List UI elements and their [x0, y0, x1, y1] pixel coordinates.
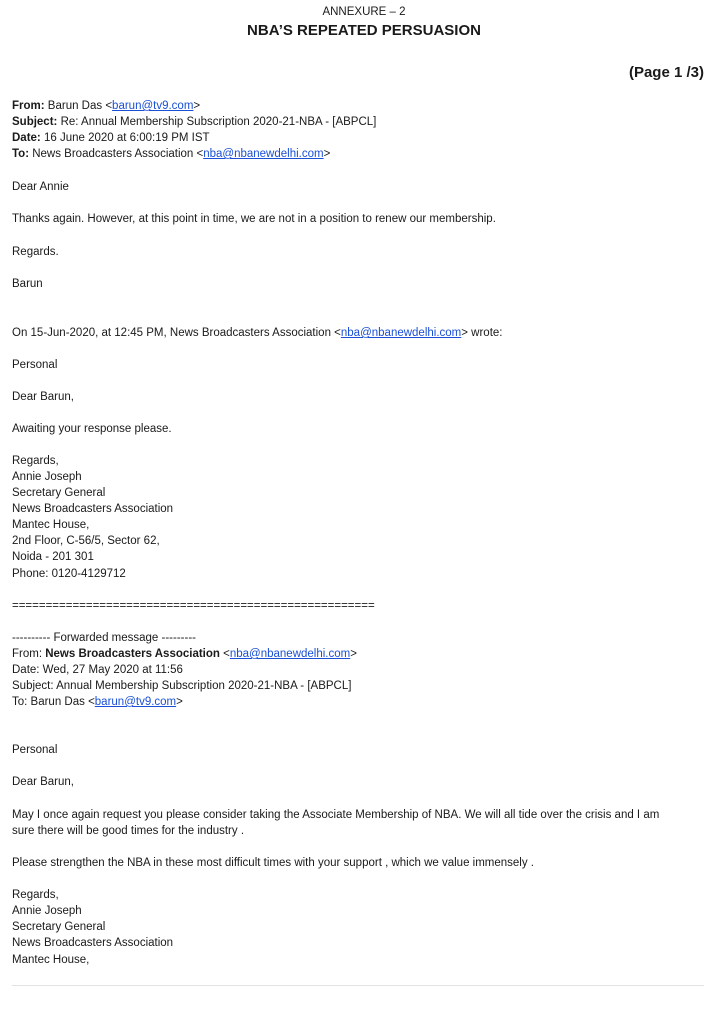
email-greeting: Dear Annie: [12, 181, 69, 193]
from-name: Barun Das <: [47, 100, 113, 112]
date-value: 16 June 2020 at 6:00:19 PM IST: [43, 132, 210, 144]
to-label: To:: [12, 148, 30, 160]
from-close: >: [193, 100, 201, 112]
to-email-link[interactable]: nba@nbanewdelhi.com: [203, 148, 324, 160]
forwarded-sig-name: Annie Joseph: [12, 905, 82, 917]
quote-sig-org: News Broadcasters Association: [12, 503, 174, 515]
separator-line: ======================================================: [12, 600, 375, 612]
forwarded-sig-address: Mantec House,: [12, 954, 90, 966]
forwarded-from-name: News Broadcasters Association: [45, 648, 220, 660]
email-body: Thanks again. However, at this point in time, we are not in a position to renew our membership.: [12, 213, 496, 225]
quote-sig-name: Annie Joseph: [12, 471, 82, 483]
email-subject-line: [12, 115, 376, 129]
quote-body: Awaiting your response please.: [12, 423, 172, 435]
forwarded-from-label: From:: [12, 648, 46, 660]
forwarded-greeting: Dear Barun,: [12, 776, 75, 788]
email-regards: Regards.: [12, 246, 59, 258]
quote-intro-text: On 15-Jun-2020, at 12:45 PM, News Broadcasters Association <: [12, 327, 341, 339]
forwarded-to-email-link[interactable]: barun@tv9.com: [94, 696, 177, 708]
date-label: Date:: [12, 132, 41, 144]
email-date-line: [12, 131, 210, 145]
forwarded-from-email-link[interactable]: nba@nbanewdelhi.com: [229, 648, 351, 660]
forwarded-from-close: >: [350, 648, 357, 660]
forwarded-para1-line2: sure there will be good times for the industry .: [12, 825, 245, 837]
forwarded-sig-org: News Broadcasters Association: [12, 937, 174, 949]
from-email-link[interactable]: barun@tv9.com: [112, 100, 194, 112]
page-divider: [12, 985, 704, 986]
quote-greeting: Dear Barun,: [12, 391, 75, 403]
annexure-label: ANNEXURE – 2: [322, 6, 406, 18]
to-close: >: [323, 148, 331, 160]
from-label: From:: [12, 100, 45, 112]
subject-label: Subject:: [12, 116, 58, 128]
email-from-line: [12, 99, 200, 113]
forwarded-to-close: >: [176, 696, 183, 708]
quote-intro-suffix: > wrote:: [461, 327, 503, 339]
subject-value: Re: Annual Membership Subscription 2020-21-NBA - [ABPCL]: [60, 116, 377, 128]
forwarded-from-line: [12, 647, 357, 661]
forwarded-sig-title: Secretary General: [12, 921, 106, 933]
quote-sig-address2: 2nd Floor, C-56/5, Sector 62,: [12, 535, 160, 547]
quote-personal-label: Personal: [12, 359, 58, 371]
page-number: (Page 1 /3): [628, 64, 704, 81]
forwarded-to-label: To: Barun Das <: [12, 696, 95, 708]
forwarded-para1-line1: May I once again request you please consider taking the Associate Membership of NBA. We will all tide over the crisis and I am: [12, 809, 660, 821]
forwarded-sig-regards: Regards,: [12, 889, 59, 901]
quote-email-link[interactable]: nba@nbanewdelhi.com: [340, 327, 462, 339]
quote-intro: [12, 326, 503, 340]
forwarded-subject-line: Subject: Annual Membership Subscription 2020-21-NBA - [ABPCL]: [12, 680, 352, 692]
forwarded-para2: Please strengthen the NBA in these most difficult times with your support , which we value immensely .: [12, 857, 535, 869]
forwarded-from-sep: <: [219, 648, 230, 660]
forwarded-date-line: Date: Wed, 27 May 2020 at 11:56: [12, 664, 183, 676]
quote-sig-address1: Mantec House,: [12, 519, 90, 531]
email-signature: Barun: [12, 278, 43, 290]
quote-sig-address3: Noida - 201 301: [12, 551, 94, 563]
forwarded-personal-label: Personal: [12, 744, 58, 756]
email-to-line: [12, 147, 330, 161]
forwarded-to-line: [12, 695, 183, 709]
quote-sig-regards: Regards,: [12, 455, 59, 467]
forwarded-marker: ---------- Forwarded message ---------: [12, 632, 196, 644]
quote-sig-title: Secretary General: [12, 487, 106, 499]
to-name: News Broadcasters Association <: [32, 148, 204, 160]
document-title: NBA’S REPEATED PERSUASION: [247, 22, 481, 39]
quote-sig-phone: Phone: 0120-4129712: [12, 568, 126, 580]
